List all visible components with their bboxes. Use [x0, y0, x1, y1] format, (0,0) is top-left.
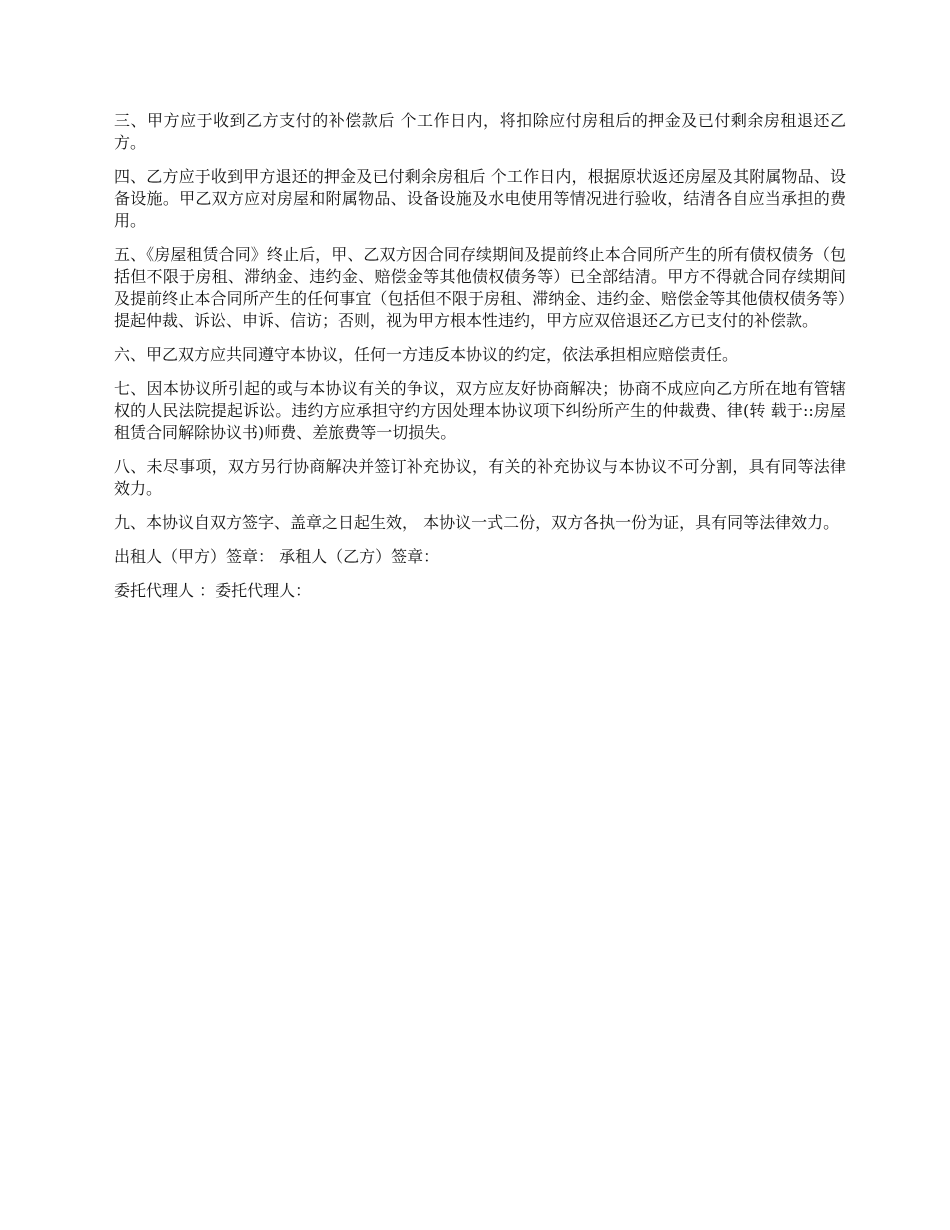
- agent-line: 委托代理人 ：委托代理人：: [114, 581, 312, 600]
- clause-5: 五、《房屋租赁合同》终止后，甲、乙双方因合同存续期间及提前终止本合同所产生的所有债权债务（包括但不限于房租、滞纳金、违约金、赔偿金等其他债权债务等）已全部结清。甲方不得就合同存续期间及提前终止本合同所产生的任何事宜（包括但不限于房租、滞纳金、违约金、赔偿金等其他债权债务等）提起仲裁、诉讼、申诉、信访；否则，视为甲方根本性违约，甲方应双倍退还乙方已支付的补偿款。: [114, 245, 846, 330]
- clause-7: 七、因本协议所引起的或与本协议有关的争议，双方应友好协商解决；协商不成应向乙方所在地有管辖权的人民法院提起诉讼。违约方应承担守约方因处理本协议项下纠纷所产生的仲裁费、律(转 载于:​:房屋租赁合同解除协议书)师费、差旅费等一切损失。: [114, 379, 846, 442]
- clause-6: 六、甲乙双方应共同遵守本协议，任何一方违反本协议的约定，依法承担相应赔偿责任。: [114, 345, 739, 364]
- signature-line: 出租人（甲方）签章： 承租人（乙方）签章：: [114, 547, 440, 566]
- clause-4: 四、乙方应于收到甲方退还的押金及已付剩余房租后 个工作日内，根据原状返还房屋及其附属物品、设备设施。甲乙双方应对房屋和附属物品、设备设施及水电使用等情况进行验收，结清各自应当承担的费用。: [114, 167, 846, 230]
- clause-9: 九、本协议自双方签字、盖章之日起生效， 本协议一式二份，双方各执一份为证，具有同等法律效力。: [114, 513, 840, 532]
- clause-3: 三、甲方应于收到乙方支付的补偿款后 个工作日内，将扣除应付房租后的押金及已付剩余房租退还乙方。: [114, 111, 846, 152]
- clause-8: 八、未尽事项，双方另行协商解决并签订补充协议，有关的补充协议与本协议不可分割，具有同等法律效力。: [114, 457, 846, 498]
- document-body: [114, 110, 846, 614]
